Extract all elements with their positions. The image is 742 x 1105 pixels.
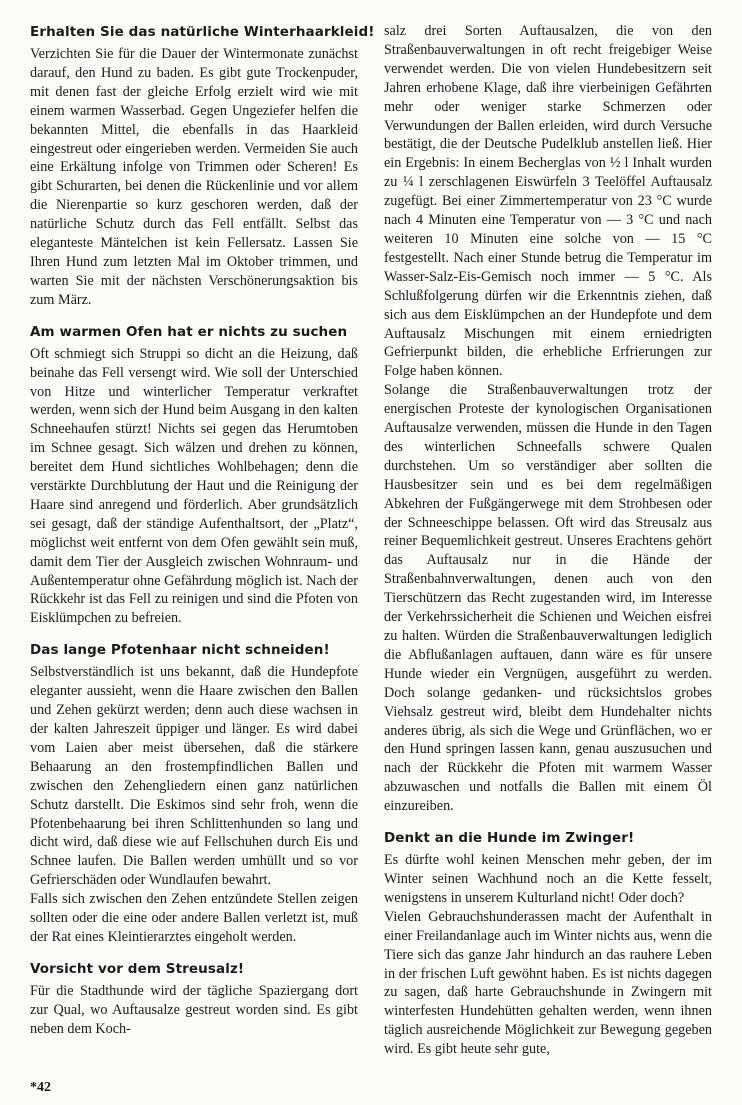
paragraph: salz drei Sorten Auftausalzen, die von den Straßenbauverwaltungen in oft recht freigebiger Weise verwendet werden. Die von vielen Hundebesitzern seit Jahren erhobene Klage, daß ihre vierbeinigen Gefährten mehr oder weniger starke Schmerzen oder Verwundungen der Ballen erleiden, wird durch Versuche bestätigt, die der Deutsche Pudelklub anstellen ließ. Hier ein Ergebnis: In einem Becherglas von ½ l Inhalt wurden zu ¼ l zerschlagenen Eiswürfeln 3 Teelöffel Auftausalz zugefügt. Bei einer Zimmertemperatur von 23 °C wurde nach 4 Minuten eine Temperatur von — 3 °C und nach weiteren 10 Minuten eine solche von — 15 °C festgestellt. Nach einer Stunde betrug die Temperatur im Wasser-Salz-Eis-Gemisch noch immer — 5 °C. Als Schlußfolgerung dürfen wir die Erkenntnis ziehen, daß sich aus dem Eisklümpchen an der Hundepfote und dem Auftausalz Mischungen mit einem erniedrigten Gefrierpunkt bilden, die erhebliche Erfrierungen zur Folge haben können. <box>384 23 712 380</box>
paragraph: Selbstverständlich ist uns bekannt, daß die Hundepfote eleganter aussieht, wenn die Haare zwischen den Ballen und Zehen gekürzt werden; denn auch diese wachsen in der kalten Jahreszeit üppiger und länger. Es wird dabei vom Laien aber meist übersehen, daß die stärkere Behaarung an den frostempfindlichen Ballen und zwischen den Zehengliedern einen ganz natürlichen Schutz darstellt. Die Eskimos sind sehr froh, wenn die Pfotenbehaarung bei ihren Schlittenhunden so lang und dicht wird, daß diese wie auf Fellschuhen durch Eis und Schnee laufen. Die Ballen werden umhüllt und so vor Gefrierschäden oder Wundlaufen bewahrt. <box>30 664 358 889</box>
section-streusalz <box>30 959 358 1039</box>
paragraph: Solange die Straßenbauverwaltungen trotz der energischen Proteste der kynologischen Organisationen Auftausalze verwenden, müssen die Hunde in den Tagen des winterlichen Schneefalls schwere Qualen durchstehen. Um so verständiger aber sollten die Hausbesitzer sein und es bei dem regelmäßigen Abkehren der Fußgängerwege mit dem Strohbesen oder der Schneeschippe belassen. Oft wird das Streusalz aus reiner Bequemlichkeit gestreut. Unseres Erachtens gehört das Auftausalz nur in die Hände der Straßenbahnverwaltungen, denen auch von den Tierschützern das Recht zugestanden wird, im Interesse der Verkehrssicherheit die Schienen und Weichen eisfrei zu halten. Würden die Straßenbauverwaltungen lediglich die Abflußanlagen auftauen, dann wäre es für unsere Hunde wieder ein Vergnügen, ausgeführt zu werden. Doch solange gedanken- und rücksichtslos grobes Viehsalz gestreut wird, bleibt dem Hundehalter nichts anderes übrig, als sich die Wege und Grünflächen, wo er den Hund springen lassen kann, genau auszusuchen und nach der Rückkehr die Pfoten mit warmem Wasser abzuwaschen und notfalls die Ballen mit einem Öl einzureiben. <box>384 382 712 815</box>
paragraph: Falls sich zwischen den Zehen entzündete Stellen zeigen sollten oder die eine oder andere Ballen verletzt ist, muß der Rat eines Kleintierarztes eingeholt werden. <box>30 891 358 945</box>
paragraph: Es dürfte wohl keinen Menschen mehr geben, der im Winter seinen Wachhund noch an die Kette fesselt, wenigstens in unserem Kulturland nicht! Oder doch? <box>384 852 712 906</box>
section-pfotenhaar <box>30 640 358 947</box>
section-warmer-ofen <box>30 322 358 629</box>
left-column <box>30 22 375 1051</box>
right-column <box>384 22 712 1071</box>
paragraph: Für die Stadthunde wird der tägliche Spaziergang dort zur Qual, wo Auftausalze gestreut worden sind. Es gibt neben dem Koch- <box>30 982 358 1037</box>
section-heading: Das lange Pfotenhaar nicht schneiden! <box>30 642 330 659</box>
section-heading: Denkt an die Hunde im Zwinger! <box>384 830 635 847</box>
page-number: *42 <box>30 1080 51 1095</box>
section-streusalz-continued <box>384 22 712 816</box>
section-heading: Erhalten Sie das natürliche Winterhaarkleid! <box>30 24 375 40</box>
paragraph: Vielen Gebrauchshunderassen macht der Aufenthalt in einer Freilandanlage auch im Winter nichts aus, wenn die Tiere sich das ganze Jahr hindurch an das rauhere Leben in der frischen Luft gewöhnt haben. Es ist nichts dagegen zu sagen, daß harte Gebrauchshunde in Zwingern mit winterfesten Hundehütten gehalten werden, wenn ihnen täglich ausreichende Möglichkeit zur Bewegung gegeben wird. Es gibt heute sehr gute, <box>384 908 712 1058</box>
section-heading: Am warmen Ofen hat er nichts zu suchen <box>30 323 348 340</box>
section-zwinger <box>384 828 712 1059</box>
paragraph: Verzichten Sie für die Dauer der Wintermonate zunächst darauf, den Hund zu baden. Es gibt gute Trockenpuder, mit denen fast der gleiche Erfolg erzielt wird wie mit einem warmen Wasserbad. Gegen Ungeziefer helfen die bekannten Mittel, die ebenfalls in das Haarkleid eingestreut oder eingerieben werden. Vermeiden Sie auch eine Erkältung infolge von Trimmen oder Scheren! Es gibt Schurarten, bei denen die Rückenlinie und vor allem die Nierenpartie so kurz geschoren werden, daß der natürliche Schutz durch das Fell entfällt. Selbst das eleganteste Mäntelchen ist kein Fellersatz. Lassen Sie Ihren Hund zum letzten Mal im Oktober trimmen, und warten Sie mit der nächsten Verschönerungsaktion bis zum März. <box>30 46 358 308</box>
section-winterhaarkleid <box>30 22 375 310</box>
section-heading: Vorsicht vor dem Streusalz! <box>30 960 245 977</box>
paragraph: Oft schmiegt sich Struppi so dicht an die Heizung, daß beinahe das Fell versengt wird. Wie soll der Unterschied von Hitze und winterlicher Temperatur verkraftet werden, wenn sich der Hund beim Ausgang in den kalten Schneehaufen stürzt! Nichts sei gegen das Herumtoben im Schnee gesagt. Sich wälzen und drehen zu können, bereitet dem Hund sichtliches Wohlbehagen; denn die verstärkte Durchblutung der Haut und die Reinigung der Haare sind anregend und förderlich. Aber grundsätzlich sei gesagt, daß der ständige Aufenthaltsort, der „Platz“, möglichst weit entfernt von dem Ofen gewählt sein muß, damit dem Tier der Ausgleich zwischen Wohnraum- und Außentemperatur ohne Gefährdung möglich ist. Nach der Rückkehr ist das Fell zu reinigen und sind die Pfoten von Eisklümpchen zu befreien. <box>30 345 358 627</box>
